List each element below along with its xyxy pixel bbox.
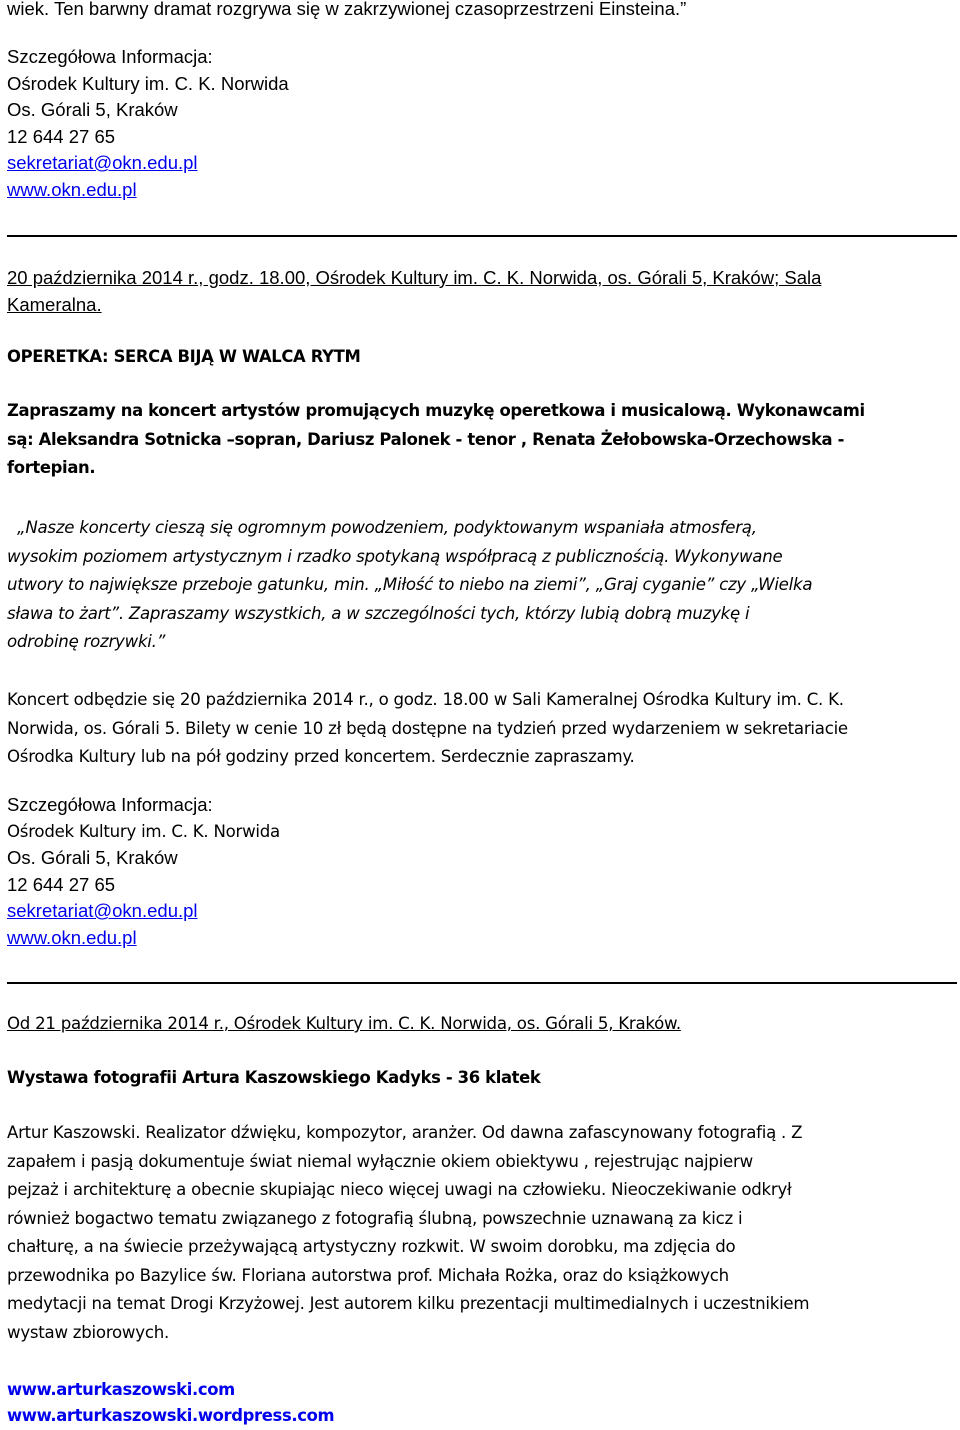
quote-line: sława to żart”. Zapraszamy wszystkich, a w szczególności tych, którzy lubią dobrą muzykę i — [7, 603, 750, 623]
quote-line: odrobinę rozrywki.” — [7, 632, 166, 651]
contact-website-link[interactable]: www.okn.edu.pl — [7, 926, 137, 948]
body-line: Artur Kaszowski. Realizator dźwięku, kompozytor, aranżer. Od dawna zafascynowany fotografią . Z — [7, 1123, 803, 1142]
event-2-body — [7, 1119, 957, 1347]
contact-block-2 — [7, 792, 957, 951]
contact-heading: Szczegółowa Informacja: — [7, 794, 213, 815]
quote-line: wysokim poziomem artystycznym i rzadko spotykaną współpracą z publicznością. Wykonywane — [7, 546, 783, 566]
event-2-links — [7, 1377, 957, 1429]
details-line: Ośrodka Kultury lub na pół godziny przed koncertem. Serdecznie zapraszamy. — [7, 747, 635, 766]
intro-line: fortepian. — [7, 458, 96, 477]
body-line: zapałem i pasją dokumentuje świat niemal wyłącznie okiem obiektywu , rejestrując najpierw — [7, 1151, 753, 1171]
contact-email-link[interactable]: sekretariat@okn.edu.pl — [7, 900, 198, 921]
details-line: Koncert odbędzie się 20 października 2014 r., o godz. 18.00 w Sali Kameralnej Ośrodka Kultury im. C. K. — [7, 690, 844, 709]
event-1-title: OPERETKA: SERCA BIJĄ W WALCA RYTM — [7, 347, 361, 366]
event-2-date: Od 21 października 2014 r., Ośrodek Kultury im. C. K. Norwida, os. Górali 5, Kraków. — [7, 1014, 681, 1033]
body-line: również bogactwo tematu związanego z fotografią ślubną, powszechnie uznawaną za kicz i — [7, 1208, 743, 1228]
contact-heading: Szczegółowa Informacja: — [7, 46, 213, 67]
contact-address: Os. Górali 5, Kraków — [7, 847, 178, 868]
body-line: medytacji na temat Drogi Krzyżowej. Jest autorem kilku prezentacji multimedialnych i uczestnikiem — [7, 1294, 810, 1313]
body-line: przewodnika po Bazylice św. Floriana autorstwa prof. Michała Rożka, oraz do książkowych — [7, 1265, 729, 1285]
event-1-intro — [7, 397, 957, 483]
body-line: chałturę, a na świecie przeżywającą artystyczny rozkwit. W swoim dorobku, ma zdjęcia do — [7, 1237, 736, 1256]
separator-rule-2 — [7, 982, 957, 984]
contact-address: Os. Górali 5, Kraków — [7, 99, 178, 120]
event-1-quote — [7, 514, 957, 657]
contact-phone: 12 644 27 65 — [7, 873, 116, 895]
contact-org: Ośrodek Kultury im. C. K. Norwida — [7, 821, 280, 841]
event-date-line: 20 października 2014 r., godz. 18.00, Ośrodek Kultury im. C. K. Norwida, os. Górali 5, Kraków; Sala — [7, 267, 822, 288]
artist-website-link[interactable]: www.arturkaszowski.com — [7, 1380, 235, 1399]
body-line: pejzaż i architekturę a obecnie skupiając nieco więcej uwagi na człowieku. Nieoczekiwanie odkrył — [7, 1180, 792, 1199]
quote-line: „Nasze koncerty cieszą się ogromnym powodzeniem, podyktowanym wspaniała atmosferą, — [17, 518, 757, 537]
continuation-line: wiek. Ten barwny dramat rozgrywa się w zakrzywionej czasoprzestrzeni Einsteina.” — [7, 0, 687, 19]
event-date-line: Kameralna. — [7, 293, 102, 315]
event-2-title: Wystawa fotografii Artura Kaszowskiego Kadyks - 36 klatek — [7, 1068, 541, 1087]
separator-rule-1 — [7, 235, 957, 237]
contact-phone: 12 644 27 65 — [7, 125, 116, 147]
event-1-date — [7, 265, 957, 318]
contact-website-link[interactable]: www.okn.edu.pl — [7, 178, 137, 200]
body-line: wystaw zbiorowych. — [7, 1322, 169, 1342]
intro-line: są: Aleksandra Sotnicka –sopran, Dariusz Palonek - tenor , Renata Żełobowska-Orzechowska - — [7, 429, 845, 449]
event-1-details — [7, 686, 957, 772]
contact-org: Ośrodek Kultury im. C. K. Norwida — [7, 72, 289, 94]
intro-line: Zapraszamy na koncert artystów promujących muzykę operetkowa i musicalową. Wykonawcami — [7, 401, 865, 420]
quote-line: utwory to największe przeboje gatunku, min. „Miłość to niebo na ziemi”, „Graj cyganie” czy „Wielka — [7, 575, 813, 594]
details-line: Norwida, os. Górali 5. Bilety w cenie 10 zł będą dostępne na tydzień przed wydarzeniem w sekretariacie — [7, 718, 848, 738]
contact-email-link[interactable]: sekretariat@okn.edu.pl — [7, 152, 198, 173]
artist-blog-link[interactable]: www.arturkaszowski.wordpress.com — [7, 1406, 335, 1425]
contact-block-1 — [7, 44, 957, 203]
